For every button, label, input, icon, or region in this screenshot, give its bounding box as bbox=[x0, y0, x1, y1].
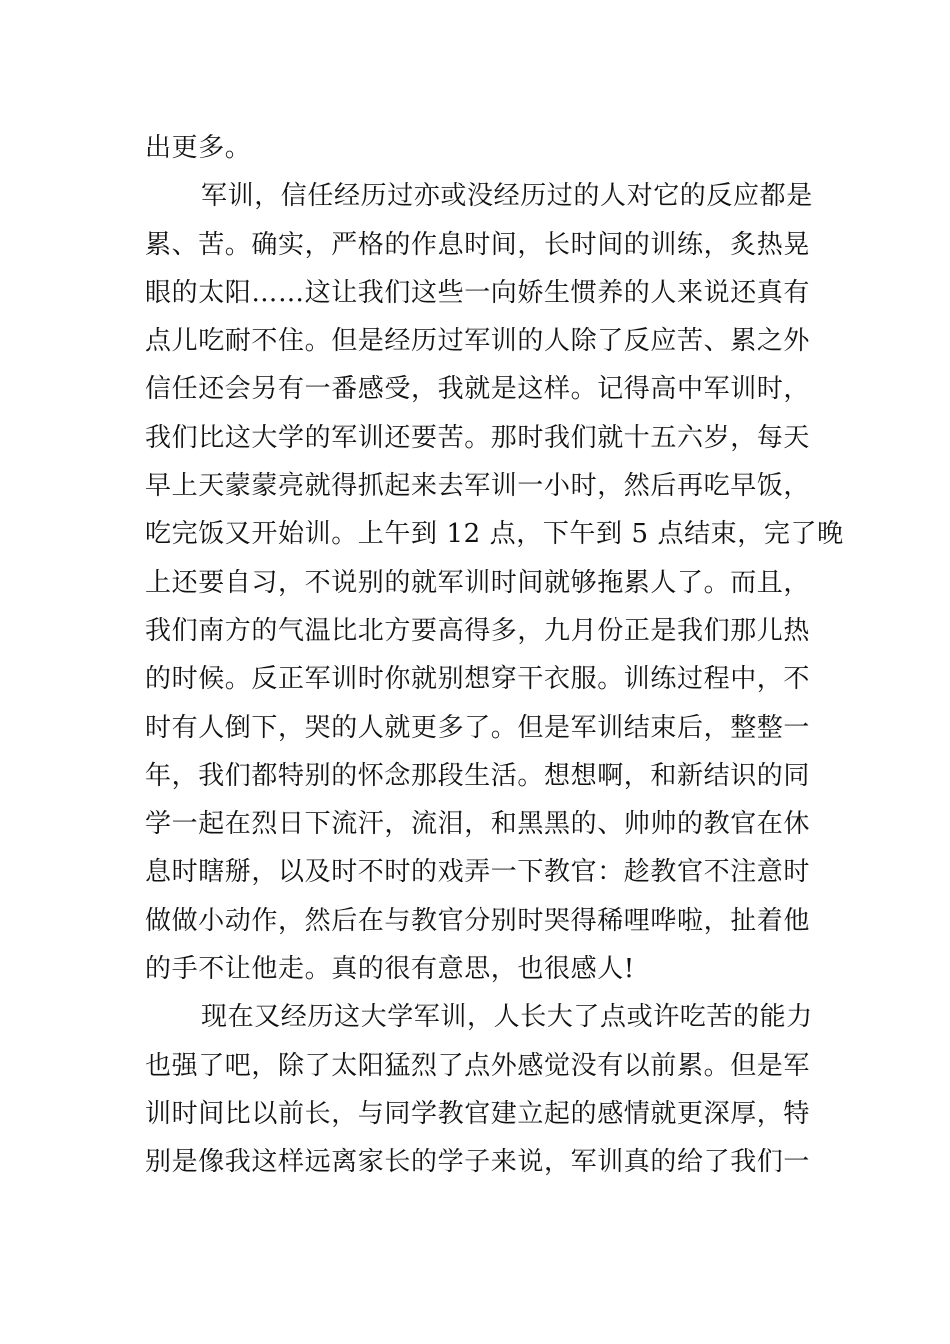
body-text bbox=[145, 124, 844, 1187]
text-line: 累、苦。确实，严格的作息时间，长时间的训练，炙热晃 bbox=[145, 229, 811, 260]
text-line: 出更多。 bbox=[145, 133, 252, 163]
text-line: 息时瞎掰，以及时不时的戏弄一下教官：趁教官不注意时 bbox=[145, 857, 811, 888]
text-line: 也强了吧，除了太阳猛烈了点外感觉没有以前累。但是军 bbox=[145, 1050, 811, 1081]
text-line: 眼的太阳……这让我们这些一向娇生惯养的人来说还真有 bbox=[145, 277, 811, 308]
text-line: 我们比这大学的军训还要苦。那时我们就十五六岁，每天 bbox=[145, 422, 811, 453]
text-line: 的时候。反正军训时你就别想穿干衣服。训练过程中，不 bbox=[145, 664, 811, 695]
text-line: 年，我们都特别的怀念那段生活。想想啊，和新结识的同 bbox=[145, 760, 811, 791]
text-line: 时有人倒下，哭的人就更多了。但是军训结束后，整整一 bbox=[145, 712, 811, 743]
text-line: 点儿吃耐不住。但是经历过军训的人除了反应苦、累之外 bbox=[145, 326, 811, 357]
text-line: 我们南方的气温比北方要高得多，九月份正是我们那儿热 bbox=[145, 615, 811, 646]
text-line: 现在又经历这大学军训，人长大了点或许吃苦的能力 bbox=[201, 1002, 813, 1033]
text-line: 军训，信任经历过亦或没经历过的人对它的反应都是 bbox=[201, 181, 813, 212]
text-line: 信任还会另有一番感受，我就是这样。记得高中军训时， bbox=[145, 374, 811, 405]
text-line: 上还要自习，不说别的就军训时间就够拖累人了。而且， bbox=[145, 567, 811, 598]
text-line: 吃完饭又开始训。上午到 12 点，下午到 5 点结束，完了晚 bbox=[145, 519, 844, 550]
text-line: 的手不让他走。真的很有意思，也很感人! bbox=[145, 954, 635, 985]
text-line: 早上天蒙蒙亮就得抓起来去军训一小时，然后再吃早饭， bbox=[145, 471, 811, 502]
text-line: 别是像我这样远离家长的学子来说，军训真的给了我们一 bbox=[145, 1147, 811, 1178]
text-line: 训时间比以前长，与同学教官建立起的感情就更深厚，特 bbox=[145, 1098, 811, 1129]
text-line: 学一起在烈日下流汗，流泪，和黑黑的、帅帅的教官在休 bbox=[145, 809, 811, 840]
text-line: 做做小动作，然后在与教官分别时哭得稀哩哗啦，扯着他 bbox=[145, 905, 811, 936]
